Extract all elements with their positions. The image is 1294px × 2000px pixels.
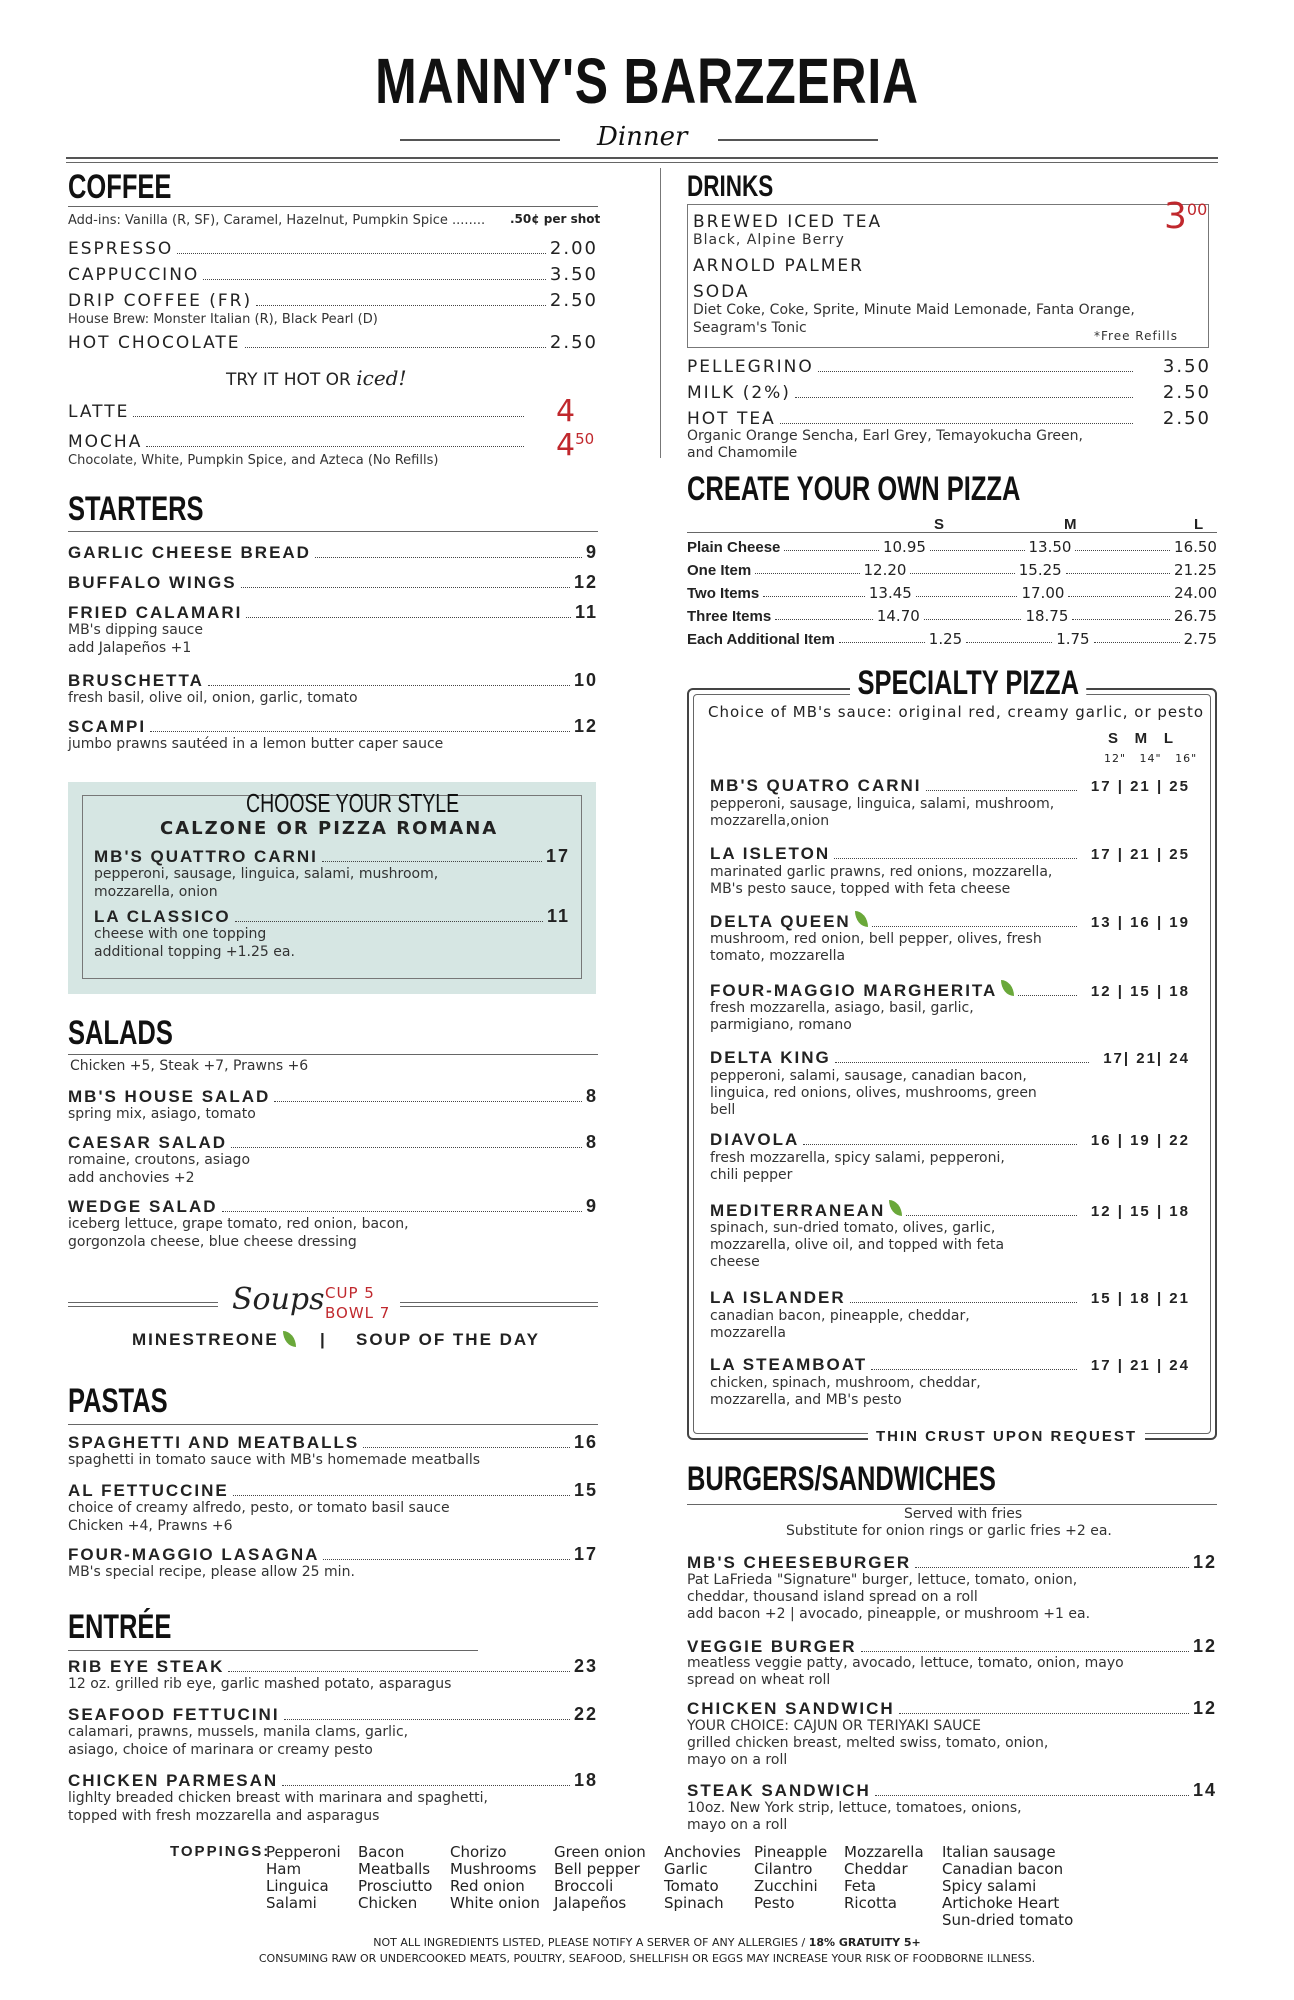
soups-rule-left2: [68, 1306, 218, 1307]
specialty-inches: 12" 14" 16": [1104, 752, 1198, 765]
burgers-rule: [687, 1504, 1217, 1505]
menu-item: SPAGHETTI AND MEATBALLS 16: [68, 1432, 598, 1452]
cyo-row: One Item 12.20 15.25 21.25: [687, 561, 1217, 579]
item-name: DELTA KING: [710, 1048, 831, 1067]
item-desc: romaine, croutons, asiago: [68, 1152, 251, 1168]
pastas-rule: [68, 1424, 598, 1425]
item-desc: MB's special recipe, please allow 25 min.: [68, 1564, 355, 1580]
vegetarian-leaf-icon: [855, 911, 868, 927]
menu-item: LA CLASSICO 11: [94, 906, 570, 926]
item-desc: add bacon +2 | avocado, pineapple, or mushroom +1 ea.: [687, 1606, 1091, 1622]
item-price: 2.50: [549, 332, 598, 353]
item-desc: mozzarella, and MB's pesto: [710, 1392, 902, 1408]
item-desc: Organic Orange Sencha, Earl Grey, Temayokucha Green,: [687, 428, 1083, 444]
item-name: LA ISLANDER: [710, 1288, 846, 1307]
item-desc: fresh basil, olive oil, onion, garlic, tomato: [68, 690, 358, 706]
item-desc: Seagram's Tonic: [693, 320, 807, 336]
specialty-item: [710, 776, 1190, 796]
toppings-label: TOPPINGS:: [170, 1843, 271, 1860]
cyo-row: Two Items 13.45 17.00 24.00: [687, 584, 1218, 602]
toppings-col: Pineapple Cilantro Zucchini Pesto: [754, 1843, 828, 1912]
burgers-note: Served with fries: [904, 1506, 1023, 1522]
drink-soda: SODA: [693, 282, 750, 302]
menu-item: GARLIC CHEESE BREAD 9: [68, 542, 598, 562]
menu-item: PELLEGRINO 3.50: [687, 356, 1211, 377]
menu-item: CHICKEN PARMESAN 18: [68, 1770, 598, 1790]
cyo-size-l: L: [1194, 516, 1204, 533]
item-name: LATTE: [68, 402, 130, 422]
soup-separator: |: [320, 1330, 327, 1349]
item-desc: marinated garlic prawns, red onions, mozzarella,: [710, 864, 1053, 880]
item-price: 12 | 15 | 18: [1090, 983, 1190, 1000]
cyo-size-m: M: [1064, 516, 1077, 533]
item-desc: Chocolate, White, Pumpkin Spice, and Azteca (No Refills): [68, 453, 439, 468]
item-name: LA ISLETON: [710, 844, 831, 863]
item-desc: chicken, spinach, mushroom, cheddar,: [710, 1375, 981, 1391]
toppings-col: Anchovies Garlic Tomato Spinach: [664, 1843, 741, 1912]
item-desc: and Chamomile: [687, 445, 798, 461]
specialty-item: [710, 1288, 1190, 1308]
burgers-heading: BURGERS/SANDWICHES: [687, 1460, 996, 1498]
specialty-heading: SPECIALTY PIZZA: [850, 664, 1086, 703]
cyo-row: Each Additional Item 1.25 1.75 2.75: [687, 630, 1218, 648]
menu-item: [68, 402, 528, 422]
toppings-col: Mozzarella Cheddar Feta Ricotta: [844, 1843, 924, 1912]
item-desc: spring mix, asiago, tomato: [68, 1106, 256, 1122]
drink-arnold-palmer: ARNOLD PALMER: [693, 256, 864, 276]
item-desc: pepperoni, sausage, linguica, salami, mushroom,: [710, 796, 1055, 812]
cyo-heading: CREATE YOUR OWN PIZZA: [687, 470, 1021, 508]
item-desc: spread on wheat roll: [687, 1672, 831, 1688]
item-name: FOUR-MAGGIO MARGHERITA: [710, 981, 998, 1000]
menu-item: SCAMPI 12: [68, 716, 598, 736]
cyo-row: Three Items 14.70 18.75 26.75: [687, 607, 1217, 625]
soups-heading: Soups: [232, 1282, 325, 1317]
item-desc: MB's dipping sauce: [68, 622, 203, 638]
item-price: 16 | 19 | 22: [1090, 1132, 1190, 1149]
cyo-size-s: S: [934, 516, 945, 533]
item-name: HOT CHOCOLATE: [68, 333, 241, 353]
cyo-row: Plain Cheese 10.95 13.50 16.50: [687, 538, 1217, 556]
starters-rule: [68, 531, 598, 532]
menu-item: CAESAR SALAD 8: [68, 1132, 598, 1152]
item-desc: meatless veggie patty, avocado, lettuce, tomato, onion, mayo: [687, 1655, 1124, 1671]
pastas-heading: PASTAS: [68, 1382, 168, 1420]
free-refills-note: *Free Refills: [1094, 329, 1178, 343]
toppings-col: Italian sausage Canadian bacon Spicy salami Artichoke Heart Sun-dried tomato: [942, 1843, 1074, 1929]
starters-heading: STARTERS: [68, 490, 204, 528]
item-price: 15 | 18 | 21: [1090, 1290, 1190, 1307]
item-desc: canadian bacon, pineapple, cheddar,: [710, 1308, 970, 1324]
item-desc: mushroom, red onion, bell pepper, olives, fresh: [710, 931, 1042, 947]
menu-item: [68, 264, 598, 285]
item-desc: topped with fresh mozzarella and asparagus: [68, 1808, 380, 1824]
menu-item: FOUR-MAGGIO LASAGNA 17: [68, 1544, 598, 1564]
item-name: MOCHA: [68, 432, 143, 452]
vegetarian-leaf-icon: [889, 1200, 902, 1216]
soups-rule-left: [68, 1302, 218, 1303]
item-name: DELTA QUEEN: [710, 912, 851, 931]
item-price: 13 | 16 | 19: [1090, 914, 1190, 931]
item-desc: additional topping +1.25 ea.: [94, 944, 295, 960]
item-desc: 12 oz. grilled rib eye, garlic mashed potato, asparagus: [68, 1676, 452, 1692]
drink-iced-tea: BREWED ICED TEA: [693, 212, 883, 232]
subtitle-rule-right: [718, 139, 878, 141]
drinks-box-price: $3^{00}$: [1164, 196, 1208, 237]
soup-of-the-day: SOUP OF THE DAY: [356, 1330, 540, 1349]
item-desc: add anchovies +2: [68, 1170, 195, 1186]
item-price: 17| 21| 24: [1103, 1050, 1190, 1067]
item-desc: pepperoni, sausage, linguica, salami, mushroom,: [94, 866, 439, 882]
specialty-item: [710, 1200, 1190, 1221]
item-desc: mozzarella, onion: [94, 884, 218, 900]
style-box-heading: CHOOSE YOUR STYLE: [246, 788, 460, 818]
item-desc: mayo on a roll: [687, 1817, 788, 1833]
item-price: 17 | 21 | 25: [1090, 846, 1190, 863]
item-name: MB'S QUATRO CARNI: [710, 776, 922, 795]
item-desc: bell: [710, 1102, 736, 1118]
column-divider: [660, 168, 661, 458]
item-desc: chili pepper: [710, 1167, 793, 1183]
item-desc: Diet Coke, Coke, Sprite, Minute Maid Lemonade, Fanta Orange,: [693, 302, 1135, 318]
item-desc: mozzarella,onion: [710, 813, 830, 829]
item-desc: spinach, sun-dried tomato, olives, garlic,: [710, 1220, 996, 1236]
soup-minestreone: MINESTREONE: [132, 1330, 296, 1350]
item-desc: parmigiano, romano: [710, 1017, 852, 1033]
header-rule-thin: [66, 162, 1218, 163]
item-desc: mayo on a roll: [687, 1752, 788, 1768]
menu-item: [68, 290, 598, 311]
item-desc: YOUR CHOICE: CAJUN OR TERIYAKI SAUCE: [687, 1718, 981, 1734]
burgers-note2: Substitute for onion rings or garlic fries +2 ea.: [786, 1523, 1112, 1539]
drinks-heading: DRINKS: [687, 170, 774, 203]
specialty-item: [710, 1355, 1190, 1375]
item-name: DIAVOLA: [710, 1130, 800, 1149]
item-name: MEDITERRANEAN: [710, 1201, 886, 1220]
footer-warning: CONSUMING RAW OR UNDERCOOKED MEATS, POULTRY, SEAFOOD, SHELLFISH OR EGGS MAY INCREASE YOUR RISK OF FOODBORNE ILLNESS.: [258, 1952, 1036, 1965]
item-desc: cheese with one topping: [94, 926, 267, 942]
mocha-price: $4^{50}$: [556, 428, 595, 463]
item-desc: Chicken +4, Prawns +6: [68, 1518, 233, 1534]
item-price: 17 | 21 | 24: [1090, 1357, 1190, 1374]
menu-item: MB'S QUATTRO CARNI 17: [94, 846, 570, 866]
item-price: 3.50: [549, 264, 598, 285]
item-desc: jumbo prawns sautéed in a lemon butter caper sauce: [68, 736, 444, 752]
specialty-item: [710, 911, 1190, 932]
item-desc: linguica, red onions, olives, mushrooms, green: [710, 1085, 1037, 1101]
menu-item: BRUSCHETTA 10: [68, 670, 598, 690]
thin-crust-note: THIN CRUST UPON REQUEST: [868, 1428, 1145, 1445]
item-desc: calamari, prawns, mussels, manila clams, garlic,: [68, 1724, 409, 1740]
item-name: ESPRESSO: [68, 239, 174, 259]
style-box-subheading: CALZONE OR PIZZA ROMANA: [160, 818, 499, 839]
menu-item: [68, 332, 598, 353]
entree-heading: ENTRÉE: [68, 1608, 172, 1646]
menu-item: [68, 432, 528, 452]
menu-item: RIB EYE STEAK 23: [68, 1656, 598, 1676]
menu-item: MILK (2%) 2.50: [687, 382, 1211, 403]
cyo-rule: [687, 532, 1217, 533]
item-name: LA STEAMBOAT: [710, 1355, 868, 1374]
specialty-note: Choice of MB's sauce: original red, creamy garlic, or pesto: [708, 703, 1204, 721]
item-desc: tomato, mozzarella: [710, 948, 846, 964]
vegetarian-leaf-icon: [1001, 980, 1014, 996]
entree-rule: [68, 1650, 478, 1651]
menu-item: WEDGE SALAD 9: [68, 1196, 598, 1216]
coffee-addins: Add-ins: Vanilla (R, SF), Caramel, Hazelnut, Pumpkin Spice ........: [68, 213, 486, 228]
menu-item: AL FETTUCCINE 15: [68, 1480, 598, 1500]
footer-allergy: NOT ALL INGREDIENTS LISTED, PLEASE NOTIFY A SERVER OF ANY ALLERGIES / 18% GRATUITY 5+: [373, 1936, 921, 1949]
soups-rule-right: [400, 1302, 598, 1303]
toppings-col: Pepperoni Ham Linguica Salami: [266, 1843, 341, 1912]
subtitle-rule-left: [400, 139, 560, 141]
salads-note: Chicken +5, Steak +7, Prawns +6: [70, 1058, 309, 1074]
item-desc: fresh mozzarella, asiago, basil, garlic,: [710, 1000, 974, 1016]
restaurant-title: MANNY'S BARZZERIA: [375, 45, 919, 117]
try-it-label: TRY IT HOT OR iced!: [226, 366, 407, 390]
specialty-sizes: S M L: [1108, 730, 1174, 747]
coffee-rule: [68, 206, 598, 207]
item-price: 12 | 15 | 18: [1090, 1203, 1190, 1220]
menu-item: MB'S CHEESEBURGER 12: [687, 1552, 1217, 1572]
coffee-heading: COFFEE: [68, 168, 172, 206]
item-price: 2.50: [549, 290, 598, 311]
item-desc: choice of creamy alfredo, pesto, or tomato basil sauce: [68, 1500, 450, 1516]
soups-cup-price: CUP 5: [325, 1284, 375, 1302]
item-desc: Black, Alpine Berry: [693, 232, 845, 248]
specialty-item: [710, 1048, 1190, 1068]
item-desc: grilled chicken breast, melted swiss, tomato, onion,: [687, 1735, 1049, 1751]
item-desc: add Jalapeños +1: [68, 640, 192, 656]
menu-item: CHICKEN SANDWICH 12: [687, 1698, 1217, 1718]
item-desc: pepperoni, salami, sausage, canadian bacon,: [710, 1068, 1027, 1084]
item-desc: mozzarella: [710, 1325, 786, 1341]
item-price: 2.00: [549, 238, 598, 259]
item-desc: cheese: [710, 1254, 760, 1270]
item-desc: Pat LaFrieda "Signature" burger, lettuce, tomato, onion,: [687, 1572, 1078, 1588]
item-desc: cheddar, thousand island spread on a roll: [687, 1589, 978, 1605]
menu-item: FRIED CALAMARI 11: [68, 602, 598, 622]
salads-rule: [68, 1054, 598, 1055]
toppings-col: Bacon Meatballs Prosciutto Chicken: [358, 1843, 433, 1912]
item-desc: mozzarella, olive oil, and topped with feta: [710, 1237, 1005, 1253]
salads-heading: SALADS: [68, 1014, 173, 1052]
item-name: DRIP COFFEE (FR): [68, 291, 253, 311]
soups-rule-right2: [400, 1306, 598, 1307]
soups-bowl-price: BOWL 7: [325, 1304, 391, 1322]
menu-item: VEGGIE BURGER 12: [687, 1636, 1217, 1656]
header-rule: [66, 157, 1218, 159]
item-desc: 10oz. New York strip, lettuce, tomatoes, onions,: [687, 1800, 1022, 1816]
item-desc: asiago, choice of marinara or creamy pesto: [68, 1742, 373, 1758]
specialty-item: [710, 1130, 1190, 1150]
menu-item: STEAK SANDWICH 14: [687, 1780, 1217, 1800]
item-desc: spaghetti in tomato sauce with MB's homemade meatballs: [68, 1452, 481, 1468]
item-desc: House Brew: Monster Italian (R), Black Pearl (D): [68, 312, 378, 327]
vegetarian-leaf-icon: [283, 1331, 296, 1347]
toppings-col: Chorizo Mushrooms Red onion White onion: [450, 1843, 540, 1912]
item-desc: gorgonzola cheese, blue cheese dressing: [68, 1234, 357, 1250]
coffee-addins-price: .50¢ per shot: [510, 212, 601, 226]
menu-item: MB'S HOUSE SALAD 8: [68, 1086, 598, 1106]
menu-item: HOT TEA 2.50: [687, 408, 1211, 429]
item-desc: fresh mozzarella, spicy salami, pepperoni,: [710, 1150, 1005, 1166]
item-price: 17 | 21 | 25: [1090, 778, 1190, 795]
item-desc: iceberg lettuce, grape tomato, red onion, bacon,: [68, 1216, 409, 1232]
item-desc: lighlty breaded chicken breast with marinara and spaghetti,: [68, 1790, 488, 1806]
menu-item: BUFFALO WINGS 12: [68, 572, 598, 592]
menu-item: [68, 238, 598, 259]
specialty-item: [710, 980, 1190, 1001]
specialty-item: [710, 844, 1190, 864]
item-desc: MB's pesto sauce, topped with feta cheese: [710, 881, 1011, 897]
toppings-col: Green onion Bell pepper Broccoli Jalapeños: [554, 1843, 646, 1912]
menu-item: SEAFOOD FETTUCINI 22: [68, 1704, 598, 1724]
item-name: CAPPUCCINO: [68, 265, 200, 285]
menu-subtitle: Dinner: [597, 122, 688, 152]
latte-price: 4: [556, 394, 576, 429]
